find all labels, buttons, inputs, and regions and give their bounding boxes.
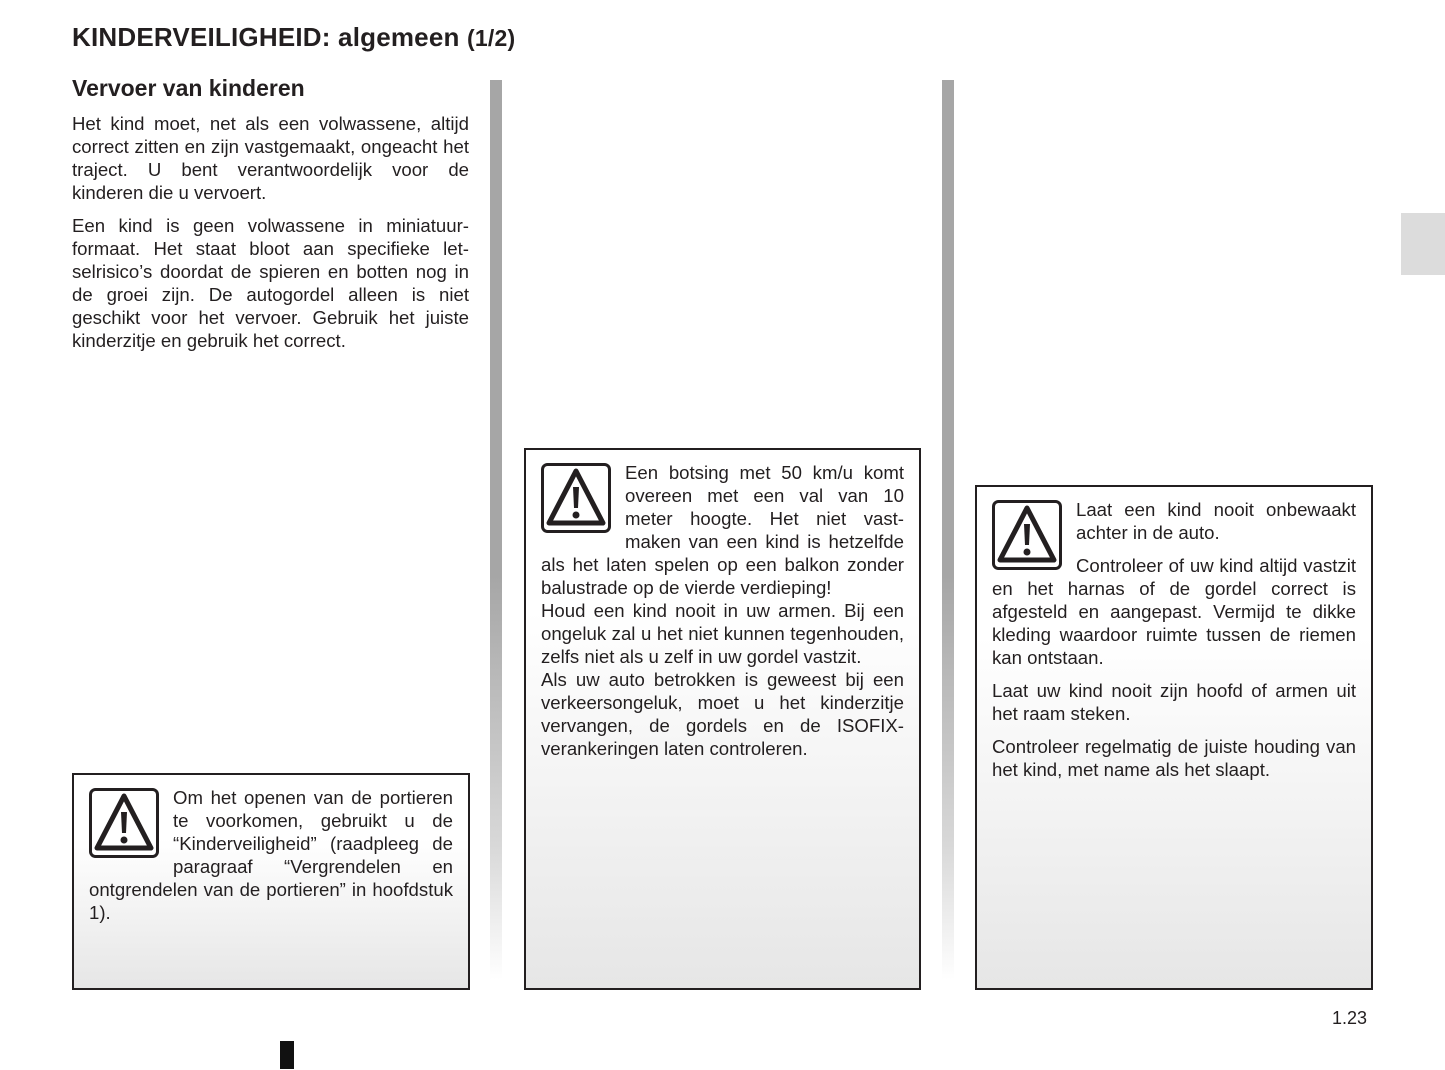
chapter-side-tab bbox=[1401, 213, 1445, 275]
page-number: 1.23 bbox=[1332, 1008, 1368, 1028]
warning-doors-text: Om het openen van de portieren te voorkomen, gebruikt u de “Kinderveiligheid” (raadpleeg de paragraaf “Vergrendelen en ontgrendelen van de portieren” in hoofdstuk 1). bbox=[89, 787, 453, 923]
page-title bbox=[72, 22, 515, 53]
section-heading: Vervoer van kinderen bbox=[72, 75, 305, 101]
warning-supervision-paragraph-1: Laat een kind nooit onbewaakt achter in de auto. bbox=[1076, 499, 1356, 543]
warning-box-collision bbox=[524, 448, 921, 990]
warning-supervision-paragraph-4: Controleer regelmatig de juiste houding van het kind, met name als het slaapt. bbox=[992, 736, 1356, 780]
warning-box-doors bbox=[72, 773, 470, 990]
crop-mark bbox=[280, 1041, 294, 1069]
intro-paragraph-2: Een kind is geen volwassene in miniatuurformaat. Het staat bloot aan specifieke letselrisico’s doordat de spieren en botten nog in de groei zijn. De autogordel alleen is niet geschikt voor het vervoer. Gebruik het juiste kinderzitje en gebruik het correct. bbox=[72, 215, 469, 351]
warning-triangle-icon bbox=[541, 463, 611, 533]
column-separator-left bbox=[490, 80, 502, 980]
intro-paragraph-1: Het kind moet, net als een volwassene, altijd correct zitten en zijn vastgemaakt, ongeacht het traject. U bent verantwoordelijk voor de kinderen die u vervoert. bbox=[72, 113, 469, 203]
warning-triangle-icon bbox=[89, 788, 159, 858]
warning-supervision-paragraph-3: Laat uw kind nooit zijn hoofd of armen uit het raam steken. bbox=[992, 680, 1356, 724]
warning-collision-paragraph-2: Houd een kind nooit in uw armen. Bij een ongeluk zal u het niet kunnen tegenhouden, zelfs niet als u zelf in uw gordel vastzit. bbox=[541, 600, 904, 667]
column-separator-right bbox=[942, 80, 954, 980]
warning-supervision-paragraph-2: Controleer of uw kind altijd vastzit en het harnas of de gordel correct is afgesteld en aangepast. Vermijd te dikke kleding waardoor ruimte tussen de riemen kan ontstaan. bbox=[992, 555, 1356, 668]
warning-triangle-icon bbox=[992, 500, 1062, 570]
warning-box-supervision bbox=[975, 485, 1373, 990]
intro-column bbox=[72, 112, 469, 362]
warning-collision-paragraph-3: Als uw auto betrokken is geweest bij een verkeersongeluk, moet u het kinderzitje vervangen, de gordels en de ISOFIX-verankeringen laten controleren. bbox=[541, 669, 904, 759]
warning-collision-paragraph-1: Een botsing met 50 km/u komt overeen met een val van 10 meter hoogte. Het niet vastmaken van een kind is hetzelfde als het laten spelen op een balkon zonder balustrade op de vierde verdieping! bbox=[541, 462, 904, 598]
page-title-text: KINDERVEILIGHEID: algemeen bbox=[72, 22, 460, 52]
page-title-part: (1/2) bbox=[467, 25, 516, 51]
